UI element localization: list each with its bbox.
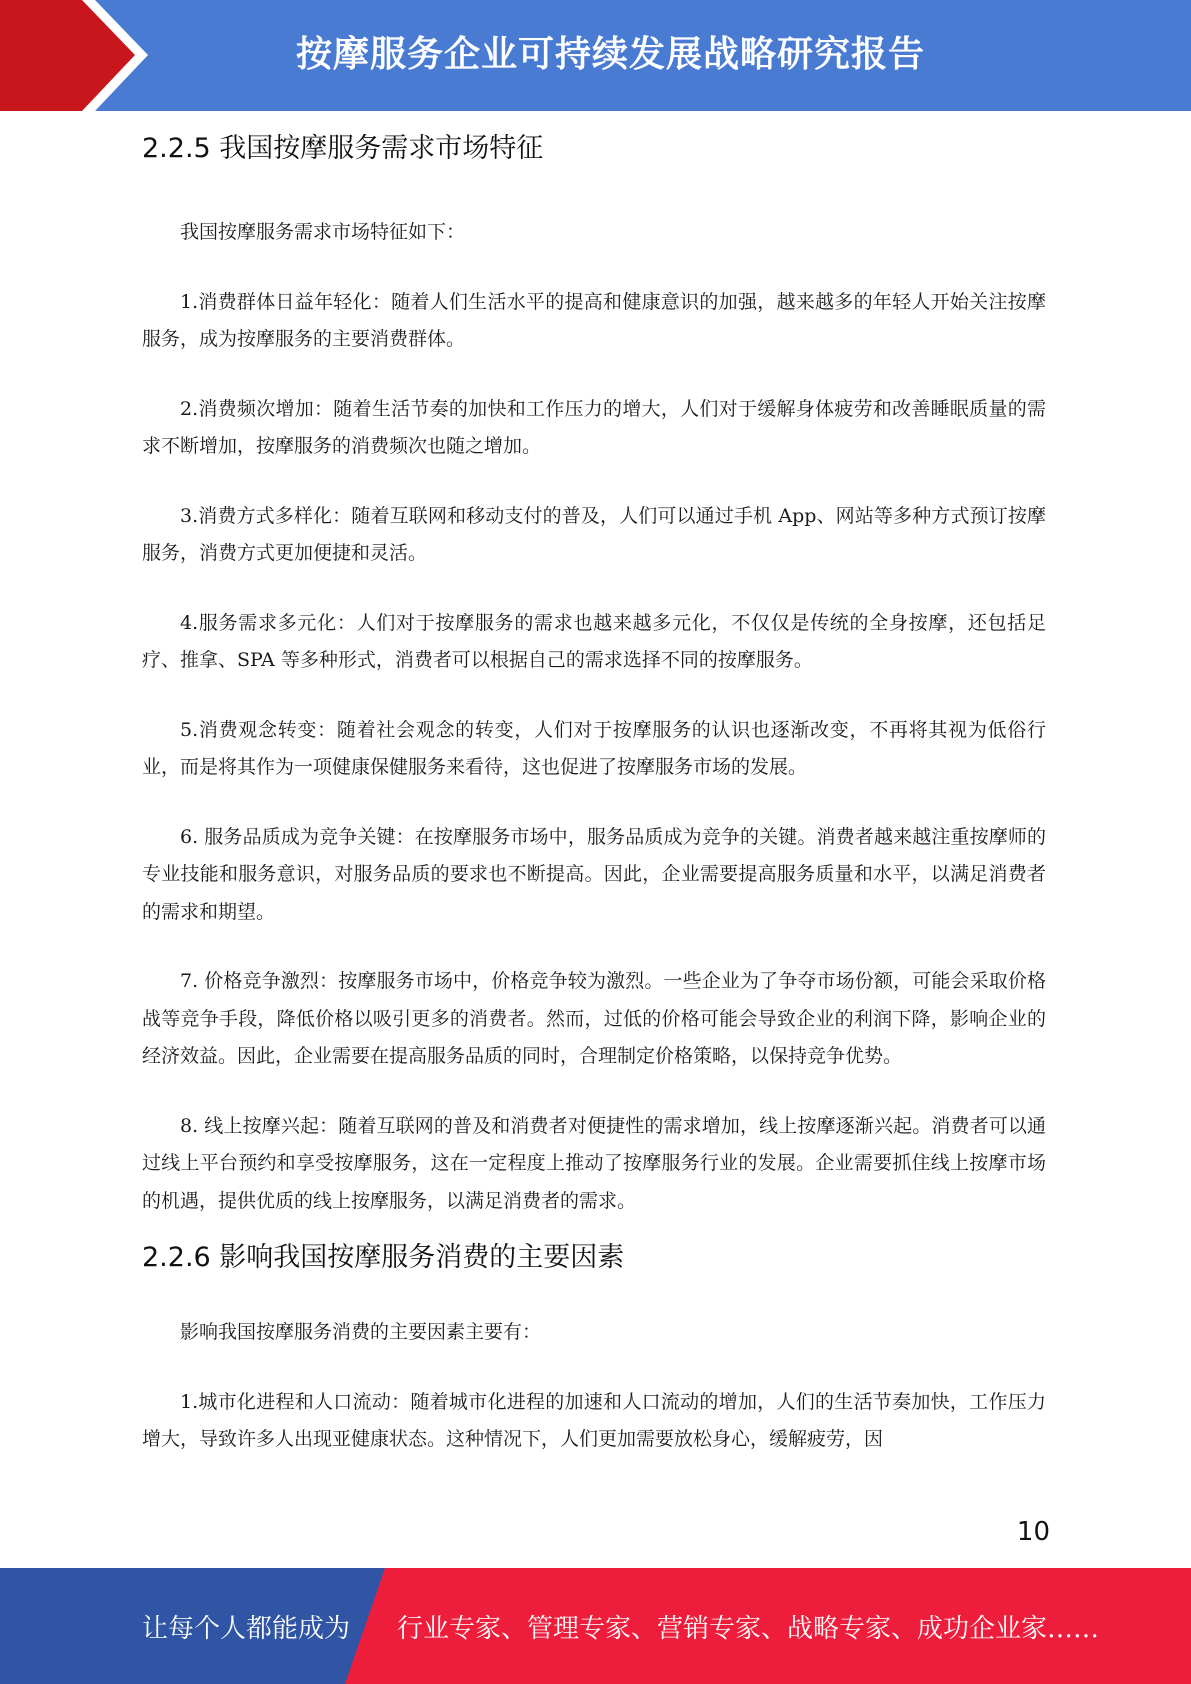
footer-banner: [0, 1568, 1191, 1684]
section-heading-2-2-5: 2.2.5 我国按摩服务需求市场特征: [142, 133, 544, 164]
section-intro: 我国按摩服务需求市场特征如下：: [180, 221, 466, 243]
section-heading-2-2-6: 2.2.6 影响我国按摩服务消费的主要因素: [142, 1242, 625, 1273]
footer-slogan-right: 行业专家、管理专家、营销专家、战略专家、成功企业家……: [397, 1614, 1100, 1644]
header-banner: [0, 0, 1191, 111]
list-item: 5.消费观念转变：随着社会观念的转变，人们对于按摩服务的认识也逐渐改变，不再将其视为低俗行业，而是将其作为一项健康保健服务来看待，这也促进了按摩服务市场的发展。: [142, 718, 1046, 778]
list-item: 6. 服务品质成为竞争关键：在按摩服务市场中，服务品质成为竞争的关键。消费者越来越注重按摩师的专业技能和服务意识，对服务品质的要求也不断提高。因此，企业需要提高服务质量和水平，以满足消费者的需求和期望。: [142, 825, 1046, 923]
list-item: 1.消费群体日益年轻化：随着人们生活水平的提高和健康意识的加强，越来越多的年轻人开始关注按摩服务，成为按摩服务的主要消费群体。: [142, 290, 1046, 350]
list-item: 7. 价格竞争激烈：按摩服务市场中，价格竞争较为激烈。一些企业为了争夺市场份额，可能会采取价格战等竞争手段，降低价格以吸引更多的消费者。然而，过低的价格可能会导致企业的利润下降，影响企业的经济效益。因此，企业需要在提高服务品质的同时，合理制定价格策略，以保持竞争优势。: [142, 970, 1046, 1067]
list-item: 4.服务需求多元化：人们对于按摩服务的需求也越来越多元化，不仅仅是传统的全身按摩，还包括足疗、推拿、SPA 等多种形式，消费者可以根据自己的需求选择不同的按摩服务。: [142, 611, 1046, 671]
footer-slogan-left: 让每个人都能成为: [142, 1614, 351, 1644]
list-item: 8. 线上按摩兴起：随着互联网的普及和消费者对便捷性的需求增加，线上按摩逐渐兴起。消费者可以通过线上平台预约和享受按摩服务，这在一定程度上推动了按摩服务行业的发展。企业需要抓住线上按摩市场的机遇，提供优质的线上按摩服务，以满足消费者的需求。: [142, 1114, 1046, 1212]
header-title: 按摩服务企业可持续发展战略研究报告: [295, 34, 925, 75]
page-number: 10: [1016, 1517, 1050, 1547]
list-item: 1.城市化进程和人口流动：随着城市化进程的加速和人口流动的增加，人们的生活节奏加快，工作压力增大，导致许多人出现亚健康状态。这种情况下，人们更加需要放松身心，缓解疲劳，因: [142, 1390, 1046, 1450]
list-item: 3.消费方式多样化：随着互联网和移动支付的普及，人们可以通过手机 App、网站等多种方式预订按摩服务，消费方式更加便捷和灵活。: [142, 504, 1046, 564]
list-item: 2.消费频次增加：随着生活节奏的加快和工作压力的增大，人们对于缓解身体疲劳和改善睡眠质量的需求不断增加，按摩服务的消费频次也随之增加。: [142, 397, 1046, 457]
document-body: [142, 125, 1046, 1459]
section-intro: 影响我国按摩服务消费的主要因素主要有：: [180, 1321, 542, 1343]
